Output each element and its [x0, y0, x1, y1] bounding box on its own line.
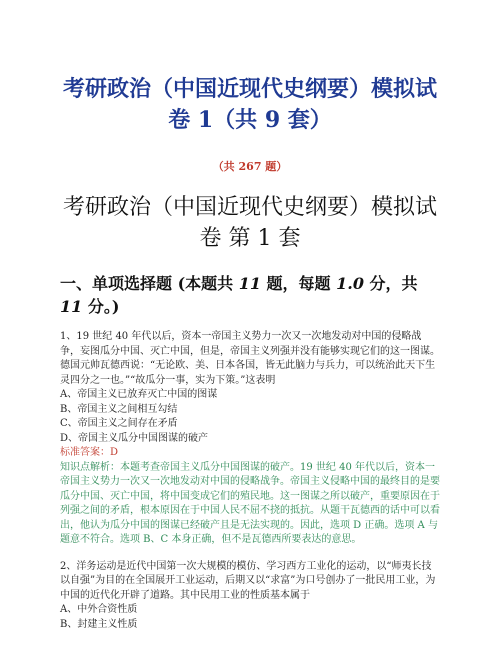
option-b: B、封建主义性质 [60, 618, 138, 630]
main-title: 考研政治（中国近现代史纲要）模拟试卷 1（共 9 套） [62, 76, 437, 133]
section-mid: 题，每题 [260, 274, 337, 293]
section-count: 11 [238, 274, 261, 293]
section-title [60, 272, 440, 318]
option-b: B、帝国主义之间相互勾结 [60, 403, 178, 415]
question-2 [60, 560, 440, 633]
section-score: 1.0 [336, 274, 364, 293]
option-a: A、帝国主义已放弃灭亡中国的图谋 [60, 389, 218, 400]
section-prefix: 一、单项选择题 (本题共 [60, 274, 239, 293]
question-1 [60, 330, 440, 548]
question-stem: 1、19 世纪 40 年代以后，资本一帝国主义势力一次又一次地发动对中国的侵略战争，妄图瓜分中国、灭亡中国，但是，帝国主义列强并没有能够实现它们的这一图谋。德国元帅瓦德西说：“无论欧、美、日本各国，皆无此脑力与兵力，可以统治此天下生灵四分之一也。”“故瓜分一事，实为下策。”这表明 [60, 331, 440, 386]
answer-analysis: 知识点解析：本题考查帝国主义瓜分中国图谋的破产。19 世纪 40 年代以后，资本一帝国主义势力一次又一次地发动对中国的侵略战争。帝国主义侵略中国的最终目的是要瓜分中国、灭亡中国，将中国变成它们的殖民地。这一图谋之所以破产，重要原因在于列强之间的矛盾，根本原因在于中国人民不屈不挠的抵抗。从题干瓦德西的话中可以看出，他认为瓜分中国的图谋已经破产且是无法实现的。因此，选项 D 正确。选项 A 与题意不符合。选项 B、C 本身正确，但不是瓦德西所要表达的意思。 [60, 461, 440, 545]
option-d: D、帝国主义瓜分中国图谋的破产 [60, 432, 209, 444]
option-c: C、帝国主义之间存在矛盾 [60, 418, 178, 429]
paper-title: 考研政治（中国近现代史纲要）模拟试卷 第 1 套 [62, 195, 437, 251]
section-total: 11 [60, 297, 83, 316]
question-count: （共 267 题） [212, 160, 288, 173]
option-a: A、中外合资性质 [60, 604, 138, 615]
standard-answer: 标准答案：D [60, 447, 119, 458]
section-mid2: 分，共 [363, 274, 418, 293]
section-suffix: 分。) [82, 297, 120, 316]
question-stem: 2、洋务运动是近代中国第一次大规模的模仿、学习西方工业化的运动，以“师夷长技以自强”为目的在全国展开工业运动，后期又以“求富”为口号创办了一批民用工业，为中国的近代化开辟了道路。其中民用工业的性质基本属于 [60, 560, 436, 601]
